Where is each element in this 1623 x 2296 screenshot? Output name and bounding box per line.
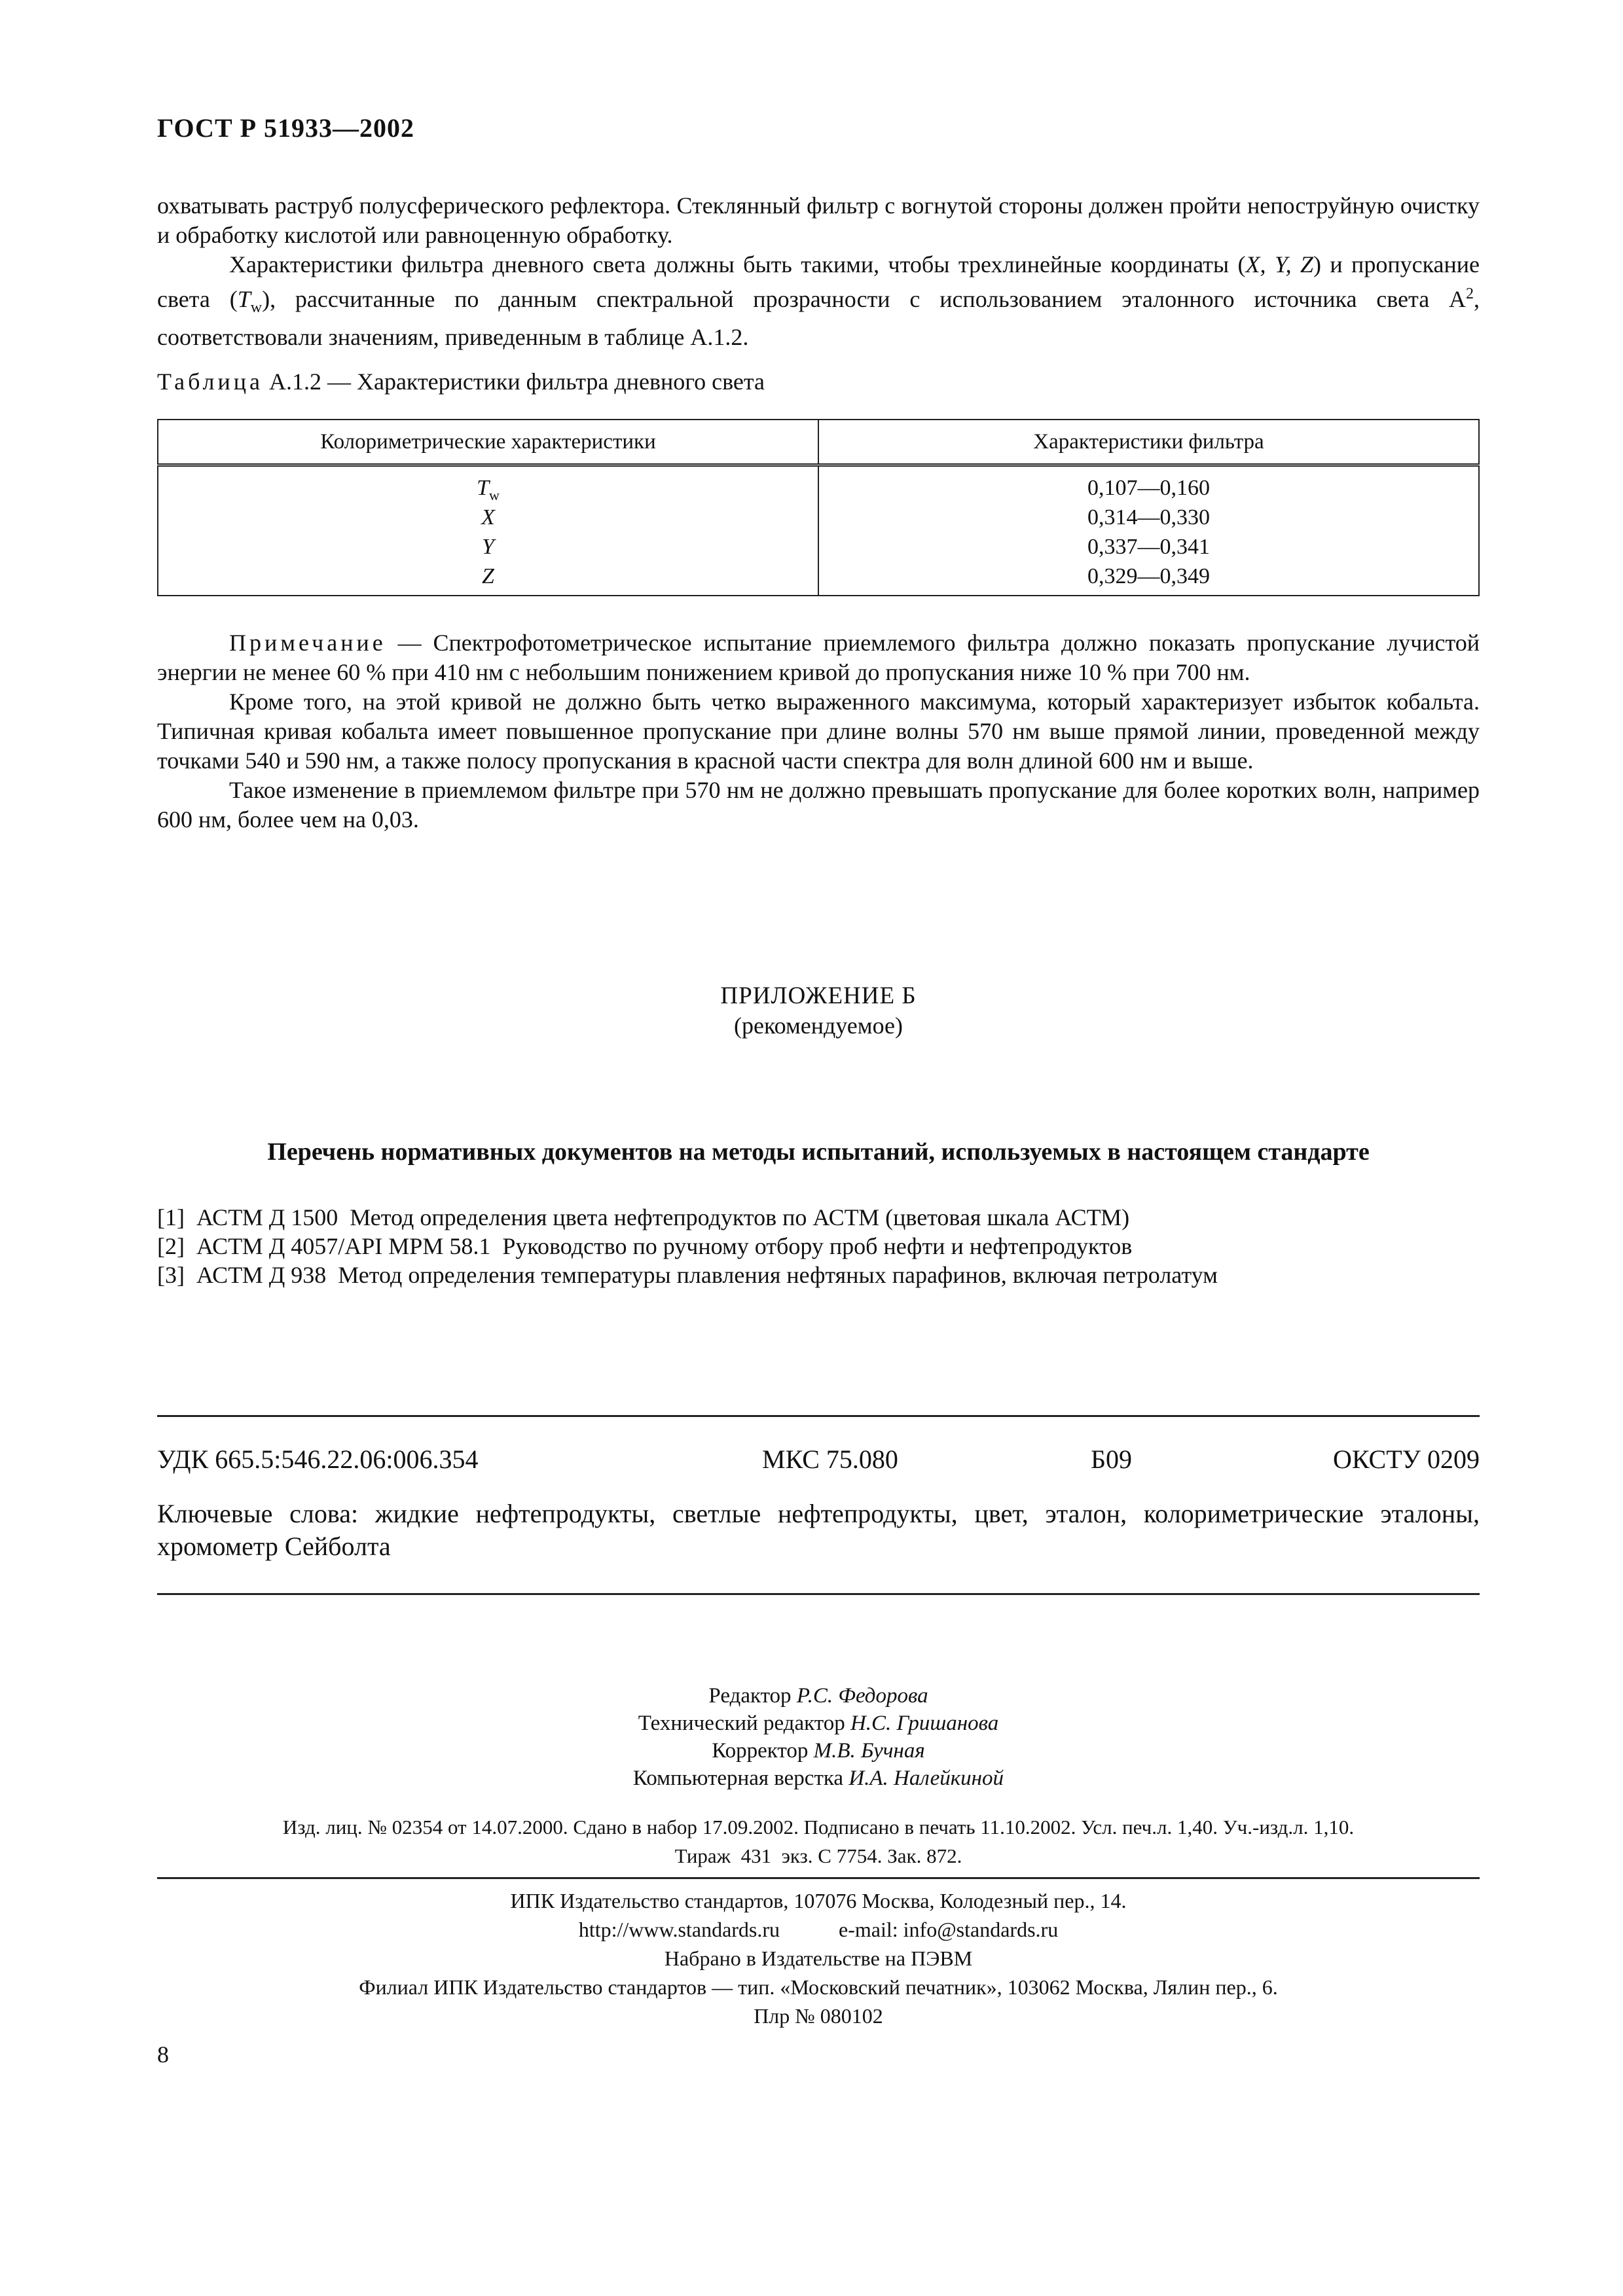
document-page	[157, 0, 1480, 2296]
xyz-symbols: X, Y, Z	[1245, 251, 1313, 278]
table-symbol: Y	[482, 535, 494, 559]
intro-text-d: , соответствовали значениям, приведенным в таблице А.1.2.	[157, 286, 1480, 351]
reference-item: [3] АСТМ Д 938 Метод определения температуры плавления нефтяных парафинов, включая петролатум	[157, 1262, 1218, 1288]
note-paragraph-2: Кроме того, на этой кривой не должно быть четко выраженного максимума, который характеризует избыток кобальта. Типичная кривая кобальта имеет повышенное пропускание при длине волны 570 нм выше прямой линии, проведенной между точками 540 и 590 нм, а также полосу пропускания в красной части спектра для волн длиной 600 нм и выше.	[157, 689, 1480, 774]
printer-line: Набрано в Издательстве на ПЭВМ	[664, 1946, 973, 1970]
credit-line: Технический редактор Н.С. Гришанова	[638, 1712, 999, 1735]
table-value: 0,329—0,349	[1087, 564, 1210, 588]
table-caption-text: А.1.2 — Характеристики фильтра дневного света	[263, 368, 765, 395]
table-symbol: X	[481, 505, 495, 529]
udk-code: УДК 665.5:546.22.06:006.354	[157, 1444, 479, 1474]
filter-characteristics-table	[157, 419, 1480, 596]
reference-item: [1] АСТМ Д 1500 Метод определения цвета нефтепродуктов по АСТМ (цветовая шкала АСТМ)	[157, 1204, 1130, 1230]
printer-info	[157, 1886, 1480, 2030]
credit-line: Редактор Р.С. Федорова	[708, 1684, 928, 1708]
category-code: Б09	[1091, 1444, 1132, 1474]
table-header-cell: Характеристики фильтра	[818, 420, 1479, 465]
intro-text-b: ) и пропускание света (	[157, 251, 1480, 312]
publication-line: Тираж 431 экз. С 7754. Зак. 872.	[674, 1844, 962, 1867]
printer-email: e-mail: info@standards.ru	[839, 1918, 1059, 1941]
note-paragraph-1	[157, 628, 1480, 687]
printer-url: http://www.standards.ru	[578, 1918, 780, 1941]
table-value: 0,337—0,341	[1087, 535, 1210, 559]
table-header-cell: Колориметрические характеристики	[158, 420, 818, 465]
reference-item: [2] АСТМ Д 4057/API MPM 58.1 Руководство по ручному отбору проб нефти и нефтепродуктов	[157, 1233, 1133, 1259]
table-caption-label: Таблица	[157, 368, 263, 395]
page-number: 8	[157, 2041, 169, 2068]
note-block	[157, 628, 1480, 834]
document-header: ГОСТ Р 51933—2002	[157, 113, 415, 143]
credits-block	[157, 1682, 1480, 1792]
mks-code: МКС 75.080	[762, 1444, 898, 1474]
table-value: 0,107—0,160	[1087, 476, 1210, 500]
table-symbol: $T_w$	[477, 476, 500, 503]
table-symbol: Z	[482, 564, 494, 588]
printer-line: Плр № 080102	[754, 2004, 883, 2028]
intro-text-c: ), рассчитанные по данным спектральной прозрачности с использованием эталонного источника света А	[262, 286, 1467, 312]
okstu-code: ОКСТУ 0209	[1332, 1444, 1480, 1474]
appendix-title: ПРИЛОЖЕНИЕ Б	[720, 982, 917, 1009]
table-header-row	[158, 420, 1479, 465]
printer-contacts	[157, 1915, 1480, 1944]
credit-line: Корректор М.В. Бучная	[712, 1739, 925, 1763]
references-list	[157, 1203, 1218, 1289]
table-body-row	[158, 465, 1479, 596]
table-value: 0,314—0,330	[1087, 505, 1210, 529]
credit-line: Компьютерная верстка И.А. Налейкиной	[632, 1767, 1004, 1790]
divider	[157, 1877, 1480, 1879]
note-paragraph-3: Такое изменение в приемлемом фильтре при 570 нм не должно превышать пропускание для более коротких волн, например 600 нм, более чем на 0,03.	[157, 777, 1480, 833]
tw-subscript: w	[250, 299, 263, 317]
printer-line: ИПК Издательство стандартов, 107076 Москва, Колодезный пер., 14.	[510, 1889, 1127, 1912]
intro-paragraph-1: охватывать раструб полусферического рефлектора. Стеклянный фильтр с вогнутой стороны должен пройти непоструйную очистку и обработку кислотой или равноценную обработку.	[157, 192, 1480, 248]
divider	[157, 1415, 1480, 1417]
divider	[157, 1593, 1480, 1595]
source-superscript: 2	[1466, 285, 1474, 302]
appendix-subtitle: (рекомендуемое)	[734, 1013, 903, 1039]
intro-paragraph-2	[157, 250, 1480, 352]
note-label: Примечание	[229, 630, 386, 656]
tw-symbol: T	[237, 286, 251, 312]
symbols-cell	[158, 465, 818, 596]
note-text-1: — Спектрофотометрическое испытание приемлемого фильтра должно показать пропускание лучистой энергии не менее 60 % при 410 нм с небольшим понижением кривой до пропускания ниже 10 % при 700 нм.	[157, 630, 1480, 685]
printer-line: Филиал ИПК Издательство стандартов — тип. «Московский печатник», 103062 Москва, Лялин пер., 6.	[359, 1975, 1278, 1999]
references-list-title: Перечень нормативных документов на методы испытаний, используемых в настоящем стандарте	[267, 1138, 1370, 1166]
keywords: Ключевые слова: жидкие нефтепродукты, светлые нефтепродукты, цвет, эталон, колориметрические эталоны, хромометр Сейболта	[157, 1499, 1480, 1561]
intro-text-a: Характеристики фильтра дневного света должны быть такими, чтобы трехлинейные координаты (	[229, 251, 1246, 278]
intro-text	[157, 191, 1480, 352]
publication-line: Изд. лиц. № 02354 от 14.07.2000. Сдано в набор 17.09.2002. Подписано в печать 11.10.2002. Усл. печ.л. 1,40. Уч.-изд.л. 1,10.	[282, 1816, 1355, 1839]
table-caption	[157, 368, 765, 395]
publication-info	[157, 1813, 1480, 1871]
values-cell	[818, 465, 1479, 596]
